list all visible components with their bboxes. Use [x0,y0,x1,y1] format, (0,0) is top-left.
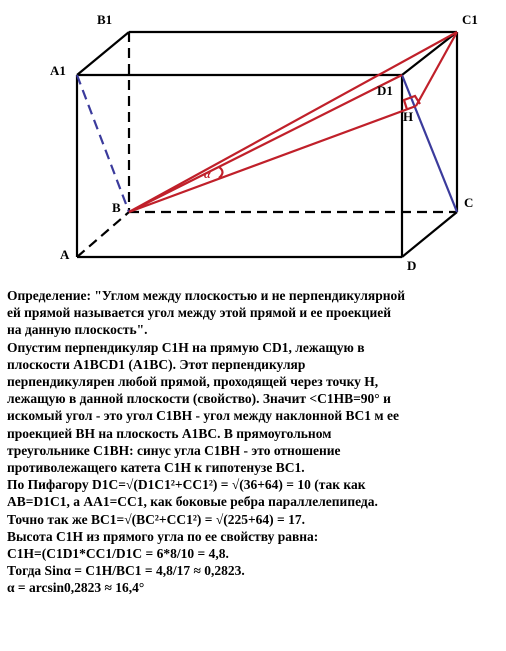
solution-text [7,287,503,597]
hidden-edge-a-b [77,212,129,257]
text-line: лежащую в данной плоскости (свойство). Значит <C1HB=90° и [7,391,391,407]
text-line: Точно так же ВС1=√(BC²+CC1²) = √(225+64) = 17. [7,511,305,527]
text-line: Высота С1Н из прямого угла по ее свойству равна: [7,528,319,544]
text-line: ей прямой называется угол между этой прямой и ее проекцией [7,305,391,321]
point-label-a: A [60,247,70,262]
text-line: Опустим перпендикуляр С1Н на прямую CD1, лежащую в [7,339,365,355]
text-line: AB=D1C1, а АА1=СС1, как боковые ребра параллелепипеда. [7,494,378,510]
point-label-b1: B1 [97,12,113,27]
point-label-a1: A1 [50,63,66,78]
edge-d-c [402,212,457,257]
point-label-c: C [464,195,474,210]
text-line: перпендикулярен любой прямой, проходящей через точку Н, [7,374,379,390]
edge-a1-b1 [77,32,129,75]
blue-dashed-a1-b [77,75,129,212]
text-line: Тогда Sinα = C1H/BC1 = 4,8/17 ≈ 0,2823. [7,563,245,579]
angle-arc-alpha [219,167,223,178]
text-line: По Пифагору D1C=√(D1C1²+CC1²) = √(36+64) = 10 (так как [7,477,366,493]
point-label-h: H [403,109,414,124]
point-label-d1: D1 [377,83,393,98]
parallelepiped-diagram [0,0,506,285]
text-line: Определение: "Углом между плоскостью и не перпендикулярной [7,288,406,303]
blue-line-d1-c [402,75,457,212]
edge-d1-c1 [402,32,457,75]
angle-label-alpha: α [204,167,211,181]
point-label-b: B [112,200,121,215]
text-line: искомый угол - это угол С1ВН - угол между наклонной ВС1 м ее [7,408,399,424]
red-line-b-d1 [129,75,402,212]
point-label-d: D [407,258,417,273]
text-line: треугольнике С1ВН: синус угла С1ВН - это отношение [7,442,341,458]
text-line: C1H=(C1D1*CC1/D1C = 6*8/10 = 4,8. [7,546,229,562]
text-line: α = arcsin0,2823 ≈ 16,4° [7,580,145,596]
red-line-b-h [129,106,416,212]
text-line: на данную плоскость". [7,322,148,338]
text-line: противолежащего катета С1Н к гипотенузе ВС1. [7,460,305,476]
text-line: проекцией ВН на плоскость А1ВС. В прямоугольном [7,425,332,441]
text-line: плоскости A1BCD1 (A1BC). Этот перпендикуляр [7,356,306,372]
point-label-c1: C1 [462,12,478,27]
